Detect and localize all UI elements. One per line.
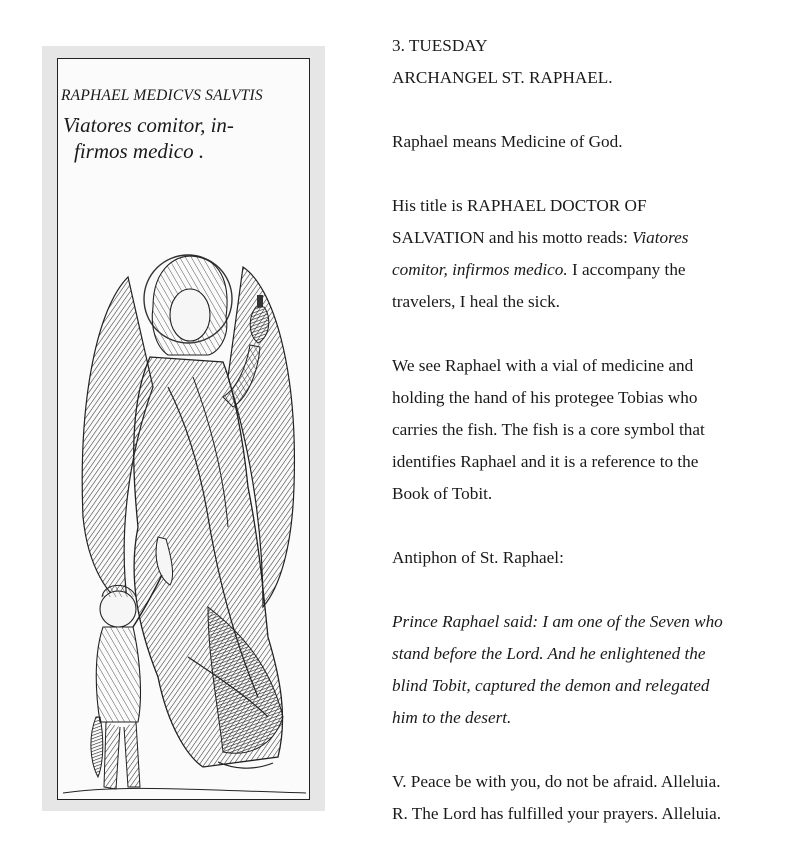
- antiphon-line: Prince Raphael said: I am one of the Seven who: [392, 612, 723, 631]
- antiphon-title: Antiphon of St. Raphael:: [392, 548, 564, 567]
- paragraph-description-line: holding the hand of his protegee Tobias who: [392, 388, 698, 407]
- paragraph-description-line: carries the fish. The fish is a core symbol that: [392, 420, 705, 439]
- response: R. The Lord has fulfilled your prayers. Alleluia.: [392, 804, 722, 823]
- face: [170, 289, 210, 341]
- engraving-illustration: [58, 157, 310, 800]
- tobias-legs: [104, 722, 140, 789]
- archangel-raphael-engraving: [57, 58, 310, 800]
- fish: [91, 717, 103, 777]
- heading-day: 3. TUESDAY: [392, 36, 488, 55]
- paragraph-title-line: comitor, infirmos medico. I accompany the: [392, 260, 686, 279]
- paragraph-description-line: We see Raphael with a vial of medicine and: [392, 356, 694, 375]
- paragraph-name-meaning: Raphael means Medicine of God.: [392, 132, 623, 151]
- paragraph-title-line: SALVATION and his motto reads: Viatores: [392, 228, 689, 247]
- paragraph-title-line: His title is RAPHAEL DOCTOR OF: [392, 196, 647, 215]
- versicle: V. Peace be with you, do not be afraid. Alleluia.: [392, 772, 721, 791]
- paragraph-description-line: identifies Raphael and it is a reference to the: [392, 452, 699, 471]
- paragraph-description-line: Book of Tobit.: [392, 484, 493, 503]
- antiphon-line: blind Tobit, captured the demon and relegated: [392, 676, 710, 695]
- article-text: [392, 30, 792, 830]
- inscription-title: RAPHAEL MEDICVS SALVTIS: [61, 87, 263, 104]
- engraving-inscription: [58, 59, 309, 163]
- inscription-motto-line1: Viatores comitor, in-: [63, 113, 234, 137]
- image-panel: [42, 46, 325, 811]
- heading-title: ARCHANGEL ST. RAPHAEL.: [392, 68, 613, 87]
- antiphon-line: stand before the Lord. And he enlightened the: [392, 644, 706, 663]
- paragraph-title-line: travelers, I heal the sick.: [392, 292, 560, 311]
- antiphon-line: him to the desert.: [392, 708, 512, 727]
- inscription-motto-line2: firmos medico .: [74, 139, 205, 163]
- tobias-body: [96, 627, 140, 722]
